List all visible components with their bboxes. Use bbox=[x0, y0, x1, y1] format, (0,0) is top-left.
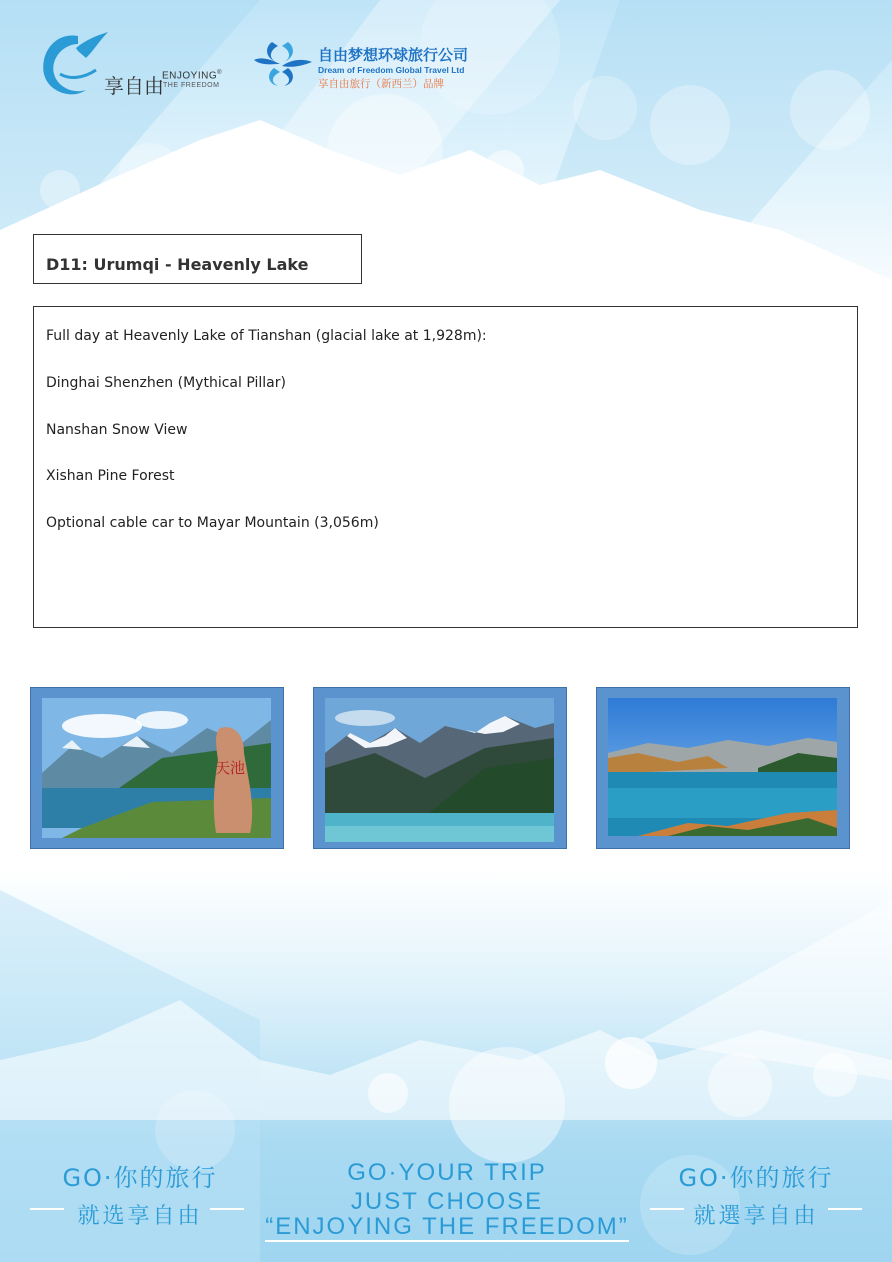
turquoise-lake-photo bbox=[608, 698, 837, 836]
heavenly-lake-stone-photo bbox=[42, 698, 271, 838]
day-title: D11: Urumqi - Heavenly Lake bbox=[46, 255, 309, 274]
slogan-right-line1: GO·你的旅行 bbox=[678, 1164, 834, 1192]
propeller-logo-icon bbox=[252, 38, 314, 90]
itinerary-line: Dinghai Shenzhen (Mythical Pillar) bbox=[46, 375, 286, 391]
divider-line bbox=[828, 1208, 862, 1210]
logo-chinese-text: 享自由 bbox=[104, 74, 164, 98]
logo-subtitle: THE FREEDOM bbox=[163, 82, 220, 89]
company-name-cn: 自由梦想环球旅行公司 bbox=[318, 46, 469, 64]
itinerary-line: Optional cable car to Mayar Mountain (3,056m) bbox=[46, 515, 379, 531]
itinerary-line: Full day at Heavenly Lake of Tianshan (glacial lake at 1,928m): bbox=[46, 328, 487, 344]
enjoying-the-freedom-logo bbox=[40, 30, 230, 102]
dream-of-freedom-logo bbox=[252, 38, 492, 94]
swoosh-logo-icon bbox=[40, 30, 110, 102]
divider-line bbox=[30, 1208, 64, 1210]
photo-frame-2 bbox=[313, 687, 567, 849]
day-title-box bbox=[33, 234, 362, 284]
snow-mountains-lake-photo bbox=[325, 698, 554, 842]
photo-frame-3 bbox=[596, 687, 850, 849]
logo-english-text: ENJOYING® bbox=[162, 70, 223, 82]
slogan-right-line2: 就選享自由 bbox=[693, 1204, 819, 1229]
itinerary-line: Nanshan Snow View bbox=[46, 422, 188, 438]
carved-characters: 天池 bbox=[214, 759, 246, 777]
slogan-mid-line2: JUST CHOOSE bbox=[350, 1188, 544, 1215]
company-brand-sub: 享自由旅行（新西兰）品牌 bbox=[318, 78, 444, 90]
footer-slogan-right bbox=[656, 1158, 856, 1230]
footer-slogan-middle bbox=[262, 1158, 632, 1242]
slogan-mid-line3: “ENJOYING THE FREEDOM” bbox=[265, 1213, 629, 1240]
slogan-left-line2: 就选享自由 bbox=[77, 1204, 203, 1229]
divider-line bbox=[210, 1208, 244, 1210]
company-name-en: Dream of Freedom Global Travel Ltd bbox=[318, 65, 465, 75]
itinerary-description-box bbox=[33, 306, 858, 628]
slogan-left-line1: GO·你的旅行 bbox=[62, 1164, 218, 1192]
slogan-mid-line1: GO·YOUR TRIP bbox=[347, 1159, 547, 1186]
itinerary-line: Xishan Pine Forest bbox=[46, 468, 175, 484]
photo-frame-1 bbox=[30, 687, 284, 849]
footer-slogan-left bbox=[40, 1158, 240, 1230]
divider-line bbox=[650, 1208, 684, 1210]
